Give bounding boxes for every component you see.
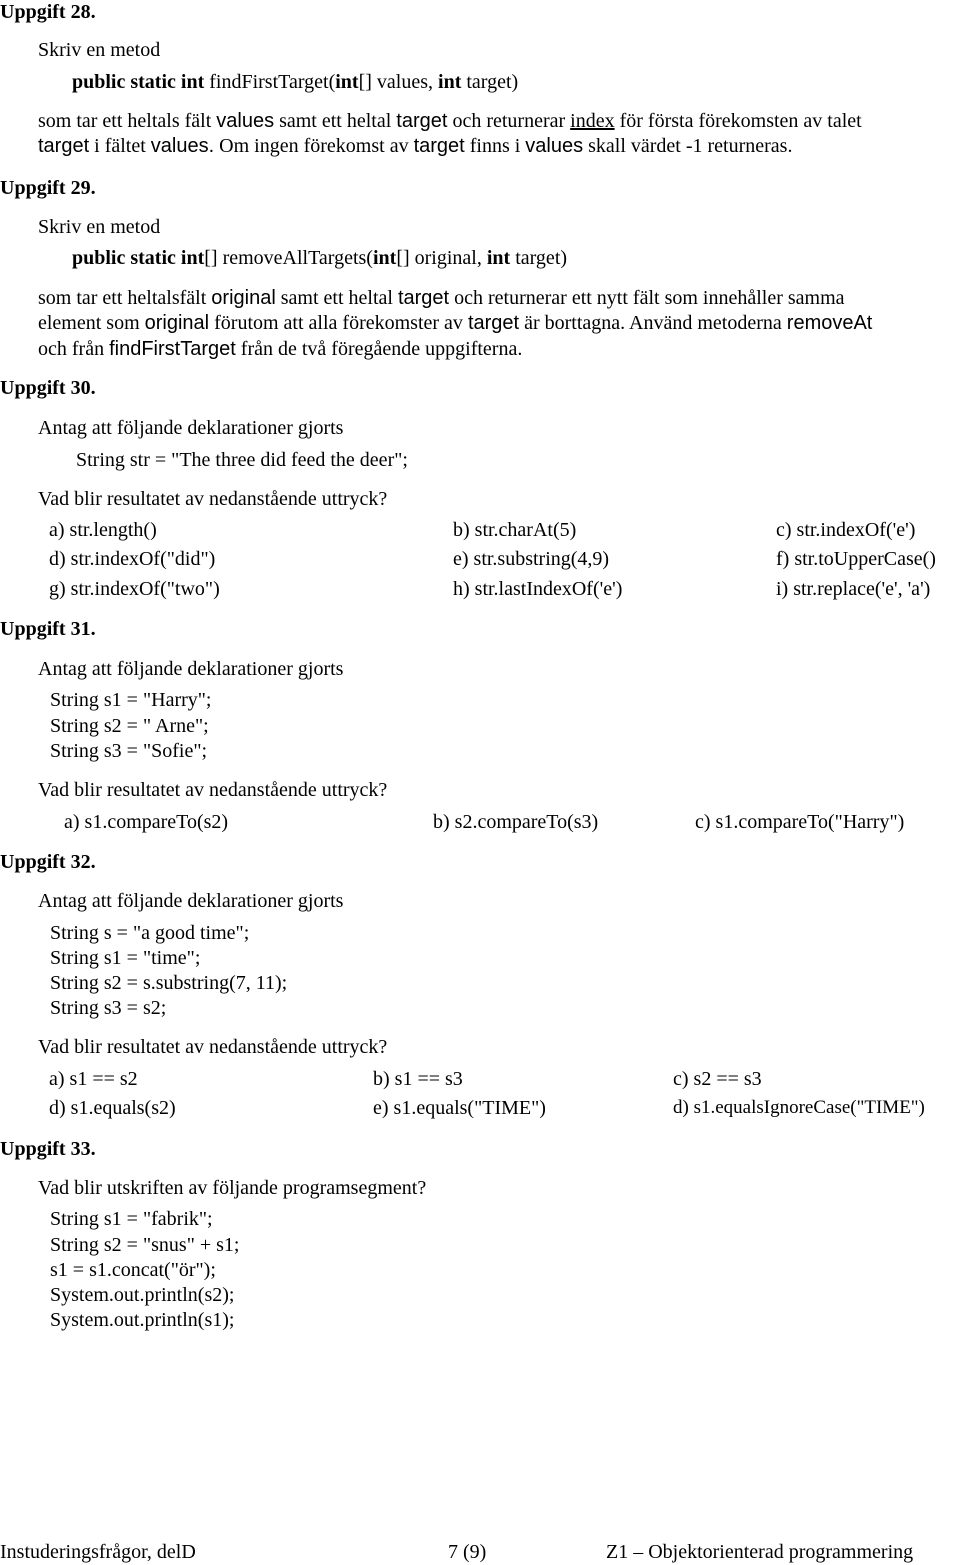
code-line: String s1 = "fabrik";	[50, 1208, 213, 1230]
code-line: System.out.println(s2);	[50, 1284, 235, 1306]
page-number: 7 (9)	[448, 1541, 487, 1563]
list-item: c) s2 == s3	[673, 1068, 762, 1090]
code-line: System.out.println(s1);	[50, 1309, 235, 1331]
list-item: g) str.indexOf("two")	[49, 578, 220, 600]
declaration-line: String s1 = "time";	[50, 947, 201, 969]
text: skall värdet -1 returneras.	[583, 135, 793, 157]
list-item: a) str.length()	[49, 519, 157, 541]
description-28-line1	[38, 111, 862, 131]
keyword: int	[335, 71, 359, 93]
list-item: e) str.substring(4,9)	[453, 548, 610, 570]
code-term: target	[413, 135, 465, 157]
code-term: original	[144, 312, 210, 334]
text: och från	[38, 338, 110, 360]
heading-uppgift-33: Uppgift 33.	[0, 1138, 96, 1160]
text: element som	[38, 312, 145, 334]
list-item: c) str.indexOf('e')	[776, 519, 916, 541]
code-line: String s2 = "snus" + s1;	[50, 1234, 240, 1256]
code-term: values	[525, 135, 584, 157]
sig-text: target)	[461, 71, 519, 93]
code-term: removeAt	[786, 312, 873, 334]
signature-28	[72, 72, 518, 92]
question-32: Vad blir resultatet av nedanstående uttryck?	[38, 1036, 388, 1058]
list-item: b) s1 == s3	[373, 1068, 463, 1090]
text: för första förekomsten av talet	[614, 110, 862, 132]
text: förutom att alla förekomster av	[209, 312, 468, 334]
code-term: target	[397, 287, 450, 309]
keyword: public static int	[72, 71, 205, 93]
question-31: Vad blir resultatet av nedanstående uttryck?	[38, 779, 388, 801]
code-term: target	[396, 110, 448, 132]
keyword: int	[486, 247, 511, 269]
intro-32: Antag att följande deklarationer gjorts	[38, 890, 344, 912]
text: och returnerar	[447, 110, 571, 132]
text: och returnerar ett nytt fält som innehåller samma	[449, 287, 845, 309]
text: finns i	[464, 135, 526, 157]
intro-28: Skriv en metod	[38, 39, 161, 61]
text: är borttagna. Använd metoderna	[519, 312, 787, 334]
text: från de två föregående uppgifterna.	[235, 338, 523, 360]
text: som tar ett heltals fält	[38, 110, 217, 132]
question-30: Vad blir resultatet av nedanstående uttryck?	[38, 488, 388, 510]
sig-text: [] original,	[396, 247, 487, 269]
description-28-line2	[38, 136, 792, 156]
list-item: b) s2.compareTo(s3)	[433, 811, 599, 833]
text: i fältet	[89, 135, 151, 157]
intro-29: Skriv en metod	[38, 216, 161, 238]
sig-text: [] values,	[358, 71, 439, 93]
heading-uppgift-31: Uppgift 31.	[0, 618, 96, 640]
list-item: c) s1.compareTo("Harry")	[695, 811, 905, 833]
footer-left: Instuderingsfrågor, delD	[0, 1541, 196, 1563]
list-item: d) str.indexOf("did")	[49, 548, 216, 570]
list-item: b) str.charAt(5)	[453, 519, 577, 541]
code-term: values	[216, 110, 275, 132]
heading-uppgift-28: Uppgift 28.	[0, 1, 96, 23]
declaration-line: String s2 = " Arne";	[50, 715, 209, 737]
text: Om ingen förekomst av	[214, 135, 414, 157]
list-item: a) s1 == s2	[49, 1068, 138, 1090]
declaration-30: String str = "The three did feed the deer";	[76, 449, 408, 471]
signature-29	[72, 248, 567, 268]
list-item: a) s1.compareTo(s2)	[64, 811, 229, 833]
intro-30: Antag att följande deklarationer gjorts	[38, 417, 344, 439]
heading-uppgift-30: Uppgift 30.	[0, 377, 96, 399]
keyword: public static int	[72, 247, 205, 269]
declaration-line: String s3 = "Sofie";	[50, 740, 208, 762]
question-33: Vad blir utskriften av följande programsegment?	[38, 1177, 427, 1199]
declaration-line: String s1 = "Harry";	[50, 689, 212, 711]
list-item: d) s1.equals(s2)	[49, 1097, 176, 1119]
list-item: e) s1.equals("TIME")	[373, 1097, 546, 1119]
code-term: target	[467, 312, 520, 334]
list-item: f) str.toUpperCase()	[776, 548, 936, 570]
declaration-line: String s3 = s2;	[50, 997, 167, 1019]
code-term: findFirstTarget	[109, 338, 236, 360]
description-29-line3	[38, 339, 522, 359]
heading-uppgift-32: Uppgift 32.	[0, 851, 96, 873]
sig-text: target)	[510, 247, 568, 269]
description-29-line1	[38, 288, 845, 308]
keyword: int	[438, 71, 462, 93]
list-item: d) s1.equalsIgnoreCase("TIME")	[673, 1097, 925, 1118]
sig-text: findFirstTarget(	[204, 71, 336, 93]
text: som tar ett heltalsfält	[38, 287, 212, 309]
text: samt ett heltal	[274, 110, 397, 132]
sig-text: [] removeAllTargets(	[204, 247, 373, 269]
description-29-line2	[38, 313, 872, 333]
keyword: int	[372, 247, 397, 269]
heading-uppgift-29: Uppgift 29.	[0, 177, 96, 199]
underlined-term: index	[570, 110, 615, 132]
declaration-line: String s = "a good time";	[50, 922, 250, 944]
intro-31: Antag att följande deklarationer gjorts	[38, 658, 344, 680]
footer-right: Z1 – Objektorienterad programmering	[606, 1541, 914, 1563]
text: samt ett heltal	[275, 287, 398, 309]
code-term: target	[38, 135, 90, 157]
code-term: values.	[150, 135, 215, 157]
list-item: i) str.replace('e', 'a')	[776, 578, 931, 600]
declaration-line: String s2 = s.substring(7, 11);	[50, 972, 288, 994]
list-item: h) str.lastIndexOf('e')	[453, 578, 623, 600]
code-term: original	[211, 287, 276, 309]
code-line: s1 = s1.concat("ör");	[50, 1259, 216, 1281]
